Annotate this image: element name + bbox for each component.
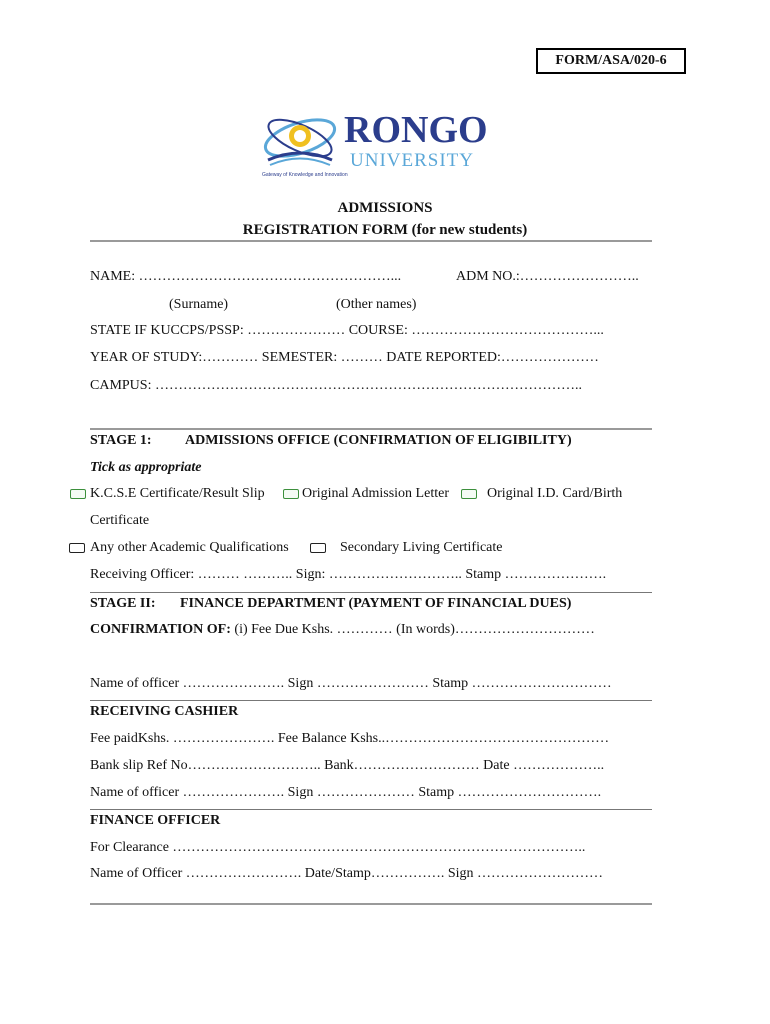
stage2-divider	[90, 592, 652, 593]
name-field[interactable]: NAME: ………………………………………………...	[90, 269, 402, 284]
receiving-officer-field[interactable]: Receiving Officer: ……… ……….. Sign: ……………………….. Stamp ………………….	[90, 567, 607, 582]
kcse-checkbox[interactable]	[70, 489, 86, 499]
globe-emblem-icon	[261, 112, 339, 165]
logo-subtitle: UNIVERSITY	[350, 150, 474, 171]
logo-tagline: Gateway of Knowledge and Innovation	[262, 172, 348, 178]
finance-officer-heading: FINANCE OFFICER	[90, 813, 221, 828]
finance-officer-sign-field[interactable]: Name of officer …………………. Sign …………………… Stamp …………………………	[90, 676, 612, 691]
academic-qualifications-checkbox[interactable]	[69, 543, 85, 553]
kcse-label: K.C.S.E Certificate/Result Slip	[90, 486, 265, 501]
stage1-label: STAGE 1:	[90, 433, 152, 448]
confirmation-label: CONFIRMATION OF:	[90, 622, 231, 637]
tick-instruction: Tick as appropriate	[90, 460, 202, 475]
secondary-certificate-label: Secondary Living Certificate	[340, 540, 503, 555]
state-course-field[interactable]: STATE IF KUCCPS/PSSP: ………………… COURSE: …………………………………...	[90, 323, 604, 338]
cashier-divider	[90, 700, 652, 701]
confirmation-field[interactable]	[90, 622, 595, 638]
logo-name: RONGO	[344, 109, 488, 151]
cashier-heading: RECEIVING CASHIER	[90, 704, 239, 719]
secondary-certificate-checkbox[interactable]	[310, 543, 326, 553]
stage1-heading: ADMISSIONS OFFICE (CONFIRMATION OF ELIGIBILITY)	[185, 433, 572, 448]
stage1-divider	[90, 428, 652, 430]
fee-due-field: (i) Fee Due Kshs. ………… (In words)…………………………	[230, 622, 595, 637]
stage2-heading: FINANCE DEPARTMENT (PAYMENT OF FINANCIAL DUES)	[180, 596, 572, 611]
bank-slip-field[interactable]: Bank slip Ref No……………………….. Bank……………………… Date ………………..	[90, 758, 605, 773]
campus-field[interactable]: CAMPUS: ………………………………………………………………………………..	[90, 378, 582, 393]
form-code-box	[536, 48, 686, 74]
finance-officer-divider	[90, 809, 652, 810]
admission-letter-checkbox[interactable]	[283, 489, 299, 499]
form-title: ADMISSIONS	[337, 200, 433, 216]
id-card-checkbox[interactable]	[461, 489, 477, 499]
other-names-label: (Other names)	[336, 297, 417, 312]
form-subtitle: REGISTRATION FORM (for new students)	[242, 222, 528, 238]
surname-label: (Surname)	[169, 297, 229, 312]
cashier-officer-field[interactable]: Name of officer …………………. Sign ………………… Stamp ………………………….	[90, 785, 602, 800]
fee-paid-field[interactable]: Fee paidKshs. …………………. Fee Balance Kshs..…………………………………………	[90, 731, 610, 746]
admission-letter-label: Original Admission Letter	[302, 486, 449, 501]
academic-qualifications-label: Any other Academic Qualifications	[90, 540, 289, 555]
finance-officer-name-field[interactable]: Name of Officer ……………………. Date/Stamp……………. Sign ………………………	[90, 866, 604, 881]
id-card-label-cont: Certificate	[90, 513, 150, 528]
adm-no-field[interactable]: ADM NO.:……………………..	[456, 269, 639, 284]
bottom-divider	[90, 903, 652, 905]
form-code: FORM/ASA/020-6	[555, 53, 667, 68]
year-semester-field[interactable]: YEAR OF STUDY:………… SEMESTER: ……… DATE REPORTED:…………………	[90, 350, 599, 365]
id-card-label: Original I.D. Card/Birth	[487, 486, 623, 501]
rongo-university-logo	[258, 108, 514, 180]
stage2-label: STAGE II:	[90, 596, 156, 611]
clearance-field[interactable]: For Clearance ……………………………………………………………………………..	[90, 840, 586, 855]
title-divider	[90, 240, 652, 242]
